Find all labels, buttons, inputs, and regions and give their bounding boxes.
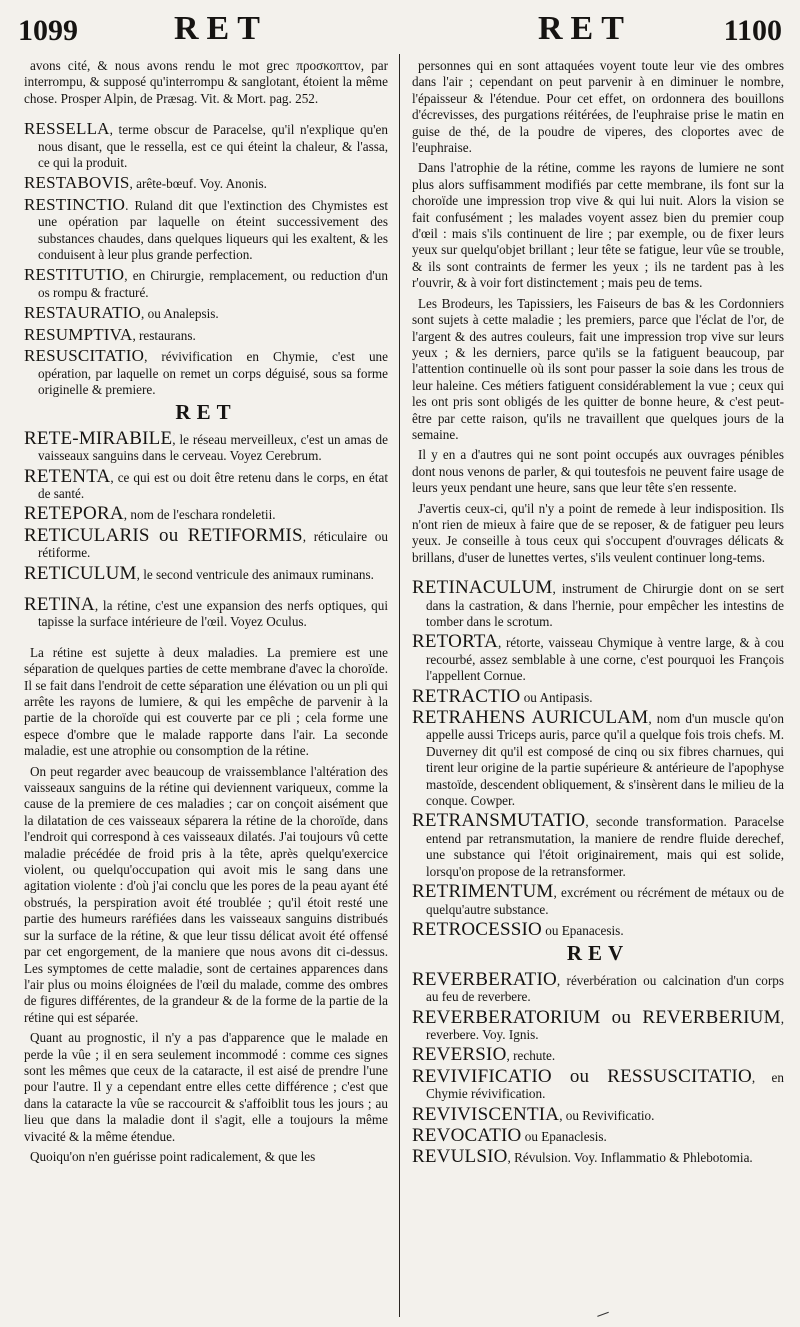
left-page-number: 1099 [18,14,78,47]
body-paragraph: Il y en a d'autres qui ne sont point occupés aux ouvrages pénibles dont nous venons de parler, & qui toutesfois ne peuvent faire usage de leurs yeux pendant une heure, sans que leur tête s'en ressente. [412,447,784,496]
entry-headword: RETORTA [412,631,499,653]
entry-text: , reverbere. Voy. Ignis. [426,1010,784,1042]
entry-headword: REVERBERATIO [412,968,557,990]
left-column [24,58,388,1319]
entry-text: , ou Analepsis. [141,306,219,322]
dictionary-entry [412,810,784,880]
entry-headword: REVIVISCENTIA [412,1103,560,1125]
section-heading: REV [566,941,630,966]
entry-headword: REVOCATIO [412,1124,522,1146]
body-paragraph: Dans l'atrophie de la rétine, comme les rayons de lumiere ne sont plus alors suffisamment modifiés par cette membrane, ils font sur la choroïde une impression trop vive & qui lui nuit. Alors la vision se fait confusément ; les malades voyent assez bien du premier coup d'œil : mais s'ils continuent de lire ; par exemple, ou de fixer leurs yeux sur quelqu'objet brillant ; leur tête se fatigue, leur vûe se trouble, & ils sont contraints de fermer les yeux ; ils ne tardent pas à les r'ouvrir, & à voir fort distinctement ; mais peu de tems. [412,160,784,291]
entry-headword: REVULSIO [412,1146,508,1168]
dictionary-entry [24,175,388,192]
entry-headword: RESSELLA [24,119,110,139]
dictionary-entry [24,194,388,264]
entry-headword: RETICULUM [24,562,137,584]
entry-headword: RETRANSMUTATIO [412,810,586,832]
entry-headword: RESUMPTIVA [24,324,133,344]
dictionary-entry [24,562,388,584]
dictionary-entry [412,1065,784,1103]
right-running-head: RET [538,10,632,47]
entry-text: , Révulsion. Voy. Inflammatio & Phlebotomia. [507,1150,753,1166]
column-divider [399,54,400,1317]
body-paragraph: Quant au prognostic, il n'y a pas d'apparence que le malade en perde la vûe ; il en sera seulement incommodé : comme ces signes sont les mêmes que ceux de la cataracte, il est aisé de prendre l'une pour l'autre. Il y a cependant entre elles cette différence ; c'est que dans la cataracte la vûe se raccourcit & s'affoiblit tous les jours ; au lieu que dans la maladie dont il s'agit, elle a toujours la même vivacité & la même étendue. [24,1030,388,1144]
entry-text: , le réseau merveilleux, c'est un amas de vaisseaux sanguins dans le cerveau. Voyez Cerebrum. [38,431,388,464]
entry-text: , rechute. [506,1048,556,1064]
dictionary-entry [412,685,784,707]
entry-headword: RETEPORA [24,503,124,525]
entry-text: , terme obscur de Paracelse, qu'il n'explique qu'en nous disant, que le ressella, est ce qui éteint la chaleur, & l'assa, ce qui la produit. [38,122,388,171]
entry-headword: RETE-MIRABILE [24,427,173,449]
body-paragraph: J'avertis ceux-ci, qu'il n'y a point de remede à leur indisposition. Ils n'ont rien de mieux à faire que de se reposer, & de fatiguer peu leurs yeux. Je conseille à tous ceux qui s'occupent d'ouvrages délicats & brillans, d'user de lunettes vertes, s'ils veulent continuer long-tems. [412,500,784,565]
dictionary-entry [412,1146,784,1168]
dictionary-entry [412,968,784,1006]
entry-text: , seconde transformation. Paracelse entend par retransmutation, la maniere de rendre fluide derechef, une substance qui l'étoit originairement, mais qui est solide, lorsqu'on propose de la retransformer. [426,814,784,879]
dictionary-entry [24,524,388,562]
entry-headword: RETROCESSIO [412,918,542,940]
dictionary-entry [412,1103,784,1125]
body-paragraph: personnes qui en sont attaquées voyent toute leur vie des ombres dans l'air ; cependant on peut parvenir à en diminuer le nombre, l'épaisseur & l'étendue. Pour cet effet, on ordonnera des bouillons d'écrevisses, des purgations réitérées, de l'euphraise prise le matin en guise de thé, de la poudre de viperes, des cloportes avec de l'euphraise. [412,58,784,156]
dictionary-entry [24,348,388,398]
dictionary-entry [24,503,388,525]
entry-headword: RESTINCTIO [24,194,126,214]
dictionary-entry [412,881,784,918]
dictionary-entry [24,305,388,322]
dictionary-entry [412,577,784,630]
entry-text: . Ruland dit que l'extinction des Chymistes est une opération par laquelle on éteint successivement des substances chaudes, dans quelques liqueurs qui les exaltent, & les conduisent à leur plus grande perfection. [38,197,388,263]
entry-headword: RESTABOVIS [24,173,130,193]
entry-text: , en Chymie révivification. [426,1069,784,1102]
intro-paragraph: avons cité, & nous avons rendu le mot grec προσκοπτον, par interrompu, & supposé qu'interrompu & sanglotant, étoient la même chose. Prosper Alpin, de Præsag. Vit. & Mort. pag. 252. [24,58,388,106]
entry-text: ou Epanaclesis. [521,1128,607,1144]
entry-text: , restaurans. [132,327,196,343]
body-paragraph: La rétine est sujette à deux maladies. La premiere est une séparation de quelques parties de cette membrane d'avec la choroïde. Il se fait dans l'endroit de cette séparation une élévation ou un pli qui arrête les rayons de lumiere, & qui les empêche de parvenir à la partie de la choroïde qui est couverte par ce pli ; cela forme une espece d'ombre que le malade rapporte dans l'air. La seconde maladie, est une atrophie ou consomption de la rétine. [24,644,388,759]
dictionary-entry [24,324,388,344]
entry-text: , révivification en Chymie, c'est une opération, par laquelle on remet un corps déguisé, sous sa forme originelle & premiere. [38,349,388,397]
entry-text: , le second ventricule des animaux ruminans. [136,566,374,582]
entry-text: , nom d'un muscle qu'on appelle aussi Triceps auris, parce qu'il a quelque fois trois chefs. M. Duverney dit qu'il est composé de cinq ou six fibres charnues, qui tirent leur origine de la partie supérieure & antérieure de l'apophyse mastoïde, descendent obliquement, & s'insèrent dans le milieu de la conque. Cowper. [426,711,784,809]
entry-text: , en Chirurgie, remplacement, ou reduction d'un os rompu & fracturé. [38,268,388,300]
entry-text: , nom de l'eschara rondeletii. [123,507,276,523]
entry-text: , arête-bœuf. Voy. Anonis. [129,176,267,192]
entry-headword: REVERBERATORIUM ou REVERBERIUM [412,1006,781,1028]
body-paragraph: Quoiqu'on n'en guérisse point radicalement, & que les [30,1148,316,1164]
entry-headword: RESTAURATIO [24,303,142,323]
dictionary-entry [24,465,388,503]
dictionary-entry [412,1044,784,1066]
entry-headword: RESUSCITATIO [24,346,145,366]
dictionary-entry [412,1124,784,1146]
entry-headword: RETENTA [24,465,111,487]
entry-headword: RETINACULUM [412,577,553,599]
entry-text: , réverbération ou calcination d'un corps au feu de reverbere. [426,972,784,1005]
dictionary-entry [412,918,784,940]
right-page-number: 1100 [723,14,782,47]
section-heading: RET [175,400,237,425]
entry-headword: RETRACTIO [412,685,521,707]
dictionary-entry [24,267,388,301]
entry-text: , réticulaire ou rétiforme. [38,528,388,561]
dictionary-entry [412,707,784,809]
entry-headword: RETRAHENS AURICULAM [412,707,649,729]
entry-text: , excrément ou récrément de métaux ou de quelqu'autre substance. [426,885,784,917]
entry-text: , la rétine, c'est une expansion des nerfs optiques, qui tapisse la surface intérieure de l'œil. Voyez Oculus. [38,597,388,630]
body-paragraph: Les Brodeurs, les Tapissiers, les Faiseurs de bas & les Cordonniers sont sujets à cette maladie ; les premiers, parce que l'éclat de l'or, de l'argent & des autres couleurs, fait une impression trop vive sur leurs yeux ; & les derniers, parce qu'ils se la fatiguent beaucoup, par l'attention continuelle où ils sont pour passer la soie dans les trous de leur haleine. Ces métiers fatiguent considérablement la vue ; ceux qui les ont pris sont obligés de les quitter de bonne heure, & c'est peut-être par cette raison, qu'ils ne travaillent que quelques jours de la semaine. [412,295,784,442]
right-column [412,58,784,1319]
entry-headword: RETICULARIS ou RETIFORMIS [24,524,303,546]
dictionary-entry [24,427,388,465]
entry-text: ou Antipasis. [520,689,593,705]
page-header [14,8,786,52]
dictionary-entry [24,593,388,631]
entry-text: , rétorte, vaisseau Chymique à ventre large, & à cou recourbé, assez semblable à une corne, c'est pourquoi les François l'appellent Cornue. [426,635,784,684]
dictionary-entry [24,121,388,171]
entry-text: , ce qui est ou doit être retenu dans le corps, en état de santé. [38,469,388,501]
entry-text: , ou Revivificatio. [559,1107,655,1123]
body-paragraph: On peut regarder avec beaucoup de vraissemblance l'altération des vaisseaux sanguins de la rétine qui deviennent variqueux, comme la cause de la premiere de ces maladies ; car on conçoit aisément que la dilatation de ces vaisseaux séparera la rétine de la choroïde, dans l'endroit qui correspond à ces vaisseaux dilatés. J'ai toujours vû cette maladie précédée de froid pris à la tête, après quelqu'exercice violent, ou quelqu'occupation qui avoit mis le sang dans une agitation violente : d'où j'ai conclu que les pores de la peau ayant été obstrués, la perspiration avoit été troublée ; qu'il étoit resté une partie des humeurs raréfiées dans les vaisseaux sanguins distribués sur la surface de la rétine, & que leur tissu délicat avoit été offensé par cet engorgement, de la maniere que nous avons dit ci-dessus. Les symptomes de cette maladie, sont de certaines apparences dans l'air plus ou moins éloignées de l'œil du malade, comme des ombres de figures différentes, de la grandeur & de la forme de la partie de la rétine qui est séparée. [24,763,388,1025]
entry-headword: RETINA [24,593,95,615]
entry-headword: REVIVIFICATIO ou RESSUSCITATIO [412,1065,752,1087]
entry-headword: REVERSIO [412,1044,507,1066]
dictionary-entry [412,1006,784,1044]
entry-text: , instrument de Chirurgie dont on se sert dans la castration, & dans l'hernie, pour empêcher les intestins de tomber dans le scrotum. [426,581,784,629]
left-running-head: RET [174,10,268,47]
entry-text: ou Epanacesis. [541,922,624,938]
dictionary-entry [412,631,784,684]
entry-headword: RETRIMENTUM [412,881,554,903]
entry-headword: RESTITUTIO [24,265,125,285]
